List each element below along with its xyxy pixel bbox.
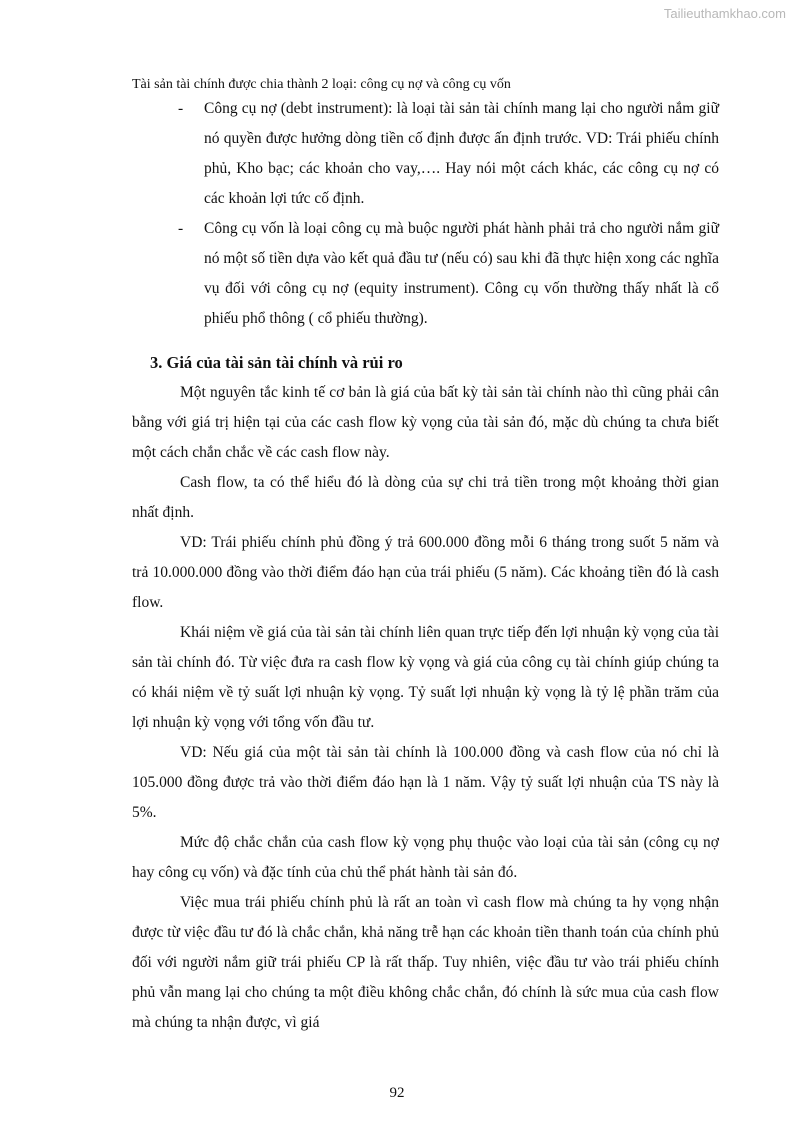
paragraph: Cash flow, ta có thể hiểu đó là dòng của sự chi trả tiền trong một khoảng thời gian nhất định. — [132, 474, 719, 521]
watermark-text: Tailieuthamkhao.com — [663, 6, 786, 21]
bullet-marker: - — [178, 220, 184, 237]
paragraph: Việc mua trái phiếu chính phủ là rất an toàn vì cash flow mà chúng ta hy vọng nhận được từ việc đầu tư đó là chắc chắn, khả năng trễ hạn các khoản tiền thanh toán của chính phủ đối với người nắm giữ trái phiếu CP là rất thấp. Tuy nhiên, việc đầu tư vào trái phiếu chính phủ vẫn mang lại cho chúng ta một điều không chắc chắn, đó chính là sức mua của cash flow mà chúng ta nhận được, vì giá — [132, 894, 719, 1031]
page-content — [132, 76, 719, 1038]
section-heading: 3. Giá của tài sản tài chính và rủi ro — [150, 353, 403, 372]
page-number: 92 — [389, 1085, 405, 1101]
paragraph: Khái niệm về giá của tài sản tài chính liên quan trực tiếp đến lợi nhuận kỳ vọng của tài sản tài chính đó. Từ việc đưa ra cash flow kỳ vọng và giá của công cụ tài chính giúp chúng ta có khái niệm về tỷ suất lợi nhuận kỳ vọng. Tỷ suất lợi nhuận kỳ vọng là tỷ lệ phần trăm của lợi nhuận kỳ vọng với tổng vốn đầu tư. — [132, 624, 719, 731]
intro-text: Tài sản tài chính được chia thành 2 loại: công cụ nợ và công cụ vốn — [132, 77, 511, 92]
list-item — [132, 94, 719, 214]
paragraph: Một nguyên tắc kinh tế cơ bản là giá của bất kỳ tài sản tài chính nào thì cũng phải cân bằng với giá trị hiện tại của các cash flow kỳ vọng của tài sản đó, mặc dù chúng ta chưa biết một cách chắn chắc về các cash flow này. — [132, 384, 719, 461]
paragraph: Mức độ chắc chắn của cash flow kỳ vọng phụ thuộc vào loại của tài sản (công cụ nợ hay công cụ vốn) và đặc tính của chủ thể phát hành tài sản đó. — [132, 834, 719, 881]
instrument-list — [132, 94, 719, 334]
paragraph: VD: Nếu giá của một tài sản tài chính là 100.000 đồng và cash flow của nó chỉ là 105.000 đồng được trả vào thời điểm đáo hạn là 1 năm. Vậy tỷ suất lợi nhuận của TS này là 5%. — [132, 744, 719, 821]
bullet-text-debt: Công cụ nợ (debt instrument): là loại tài sản tài chính mang lại cho người nắm giữ nó quyền được hưởng dòng tiền cố định được ấn định trước. VD: Trái phiếu chính phủ, Kho bạc; các khoản cho vay,…. Hay nói một cách khác, các công cụ nợ có các khoản lợi tức cố định. — [204, 100, 719, 207]
bullet-marker: - — [178, 100, 184, 117]
bullet-text-equity: Công cụ vốn là loại công cụ mà buộc người phát hành phải trả cho người nắm giữ nó một số tiền dựa vào kết quả đầu tư (nếu có) sau khi đã thực hiện xong các nghĩa vụ đối với công cụ nợ (equity instrument). Công cụ vốn thường thấy nhất là cổ phiếu phổ thông ( cổ phiếu thường). — [204, 220, 719, 327]
paragraph: VD: Trái phiếu chính phủ đồng ý trả 600.000 đồng mỗi 6 tháng trong suốt 5 năm và trả 10.000.000 đồng vào thời điểm đáo hạn của trái phiếu (5 năm). Các khoảng tiền đó là cash flow. — [132, 534, 719, 611]
list-item — [132, 214, 719, 334]
